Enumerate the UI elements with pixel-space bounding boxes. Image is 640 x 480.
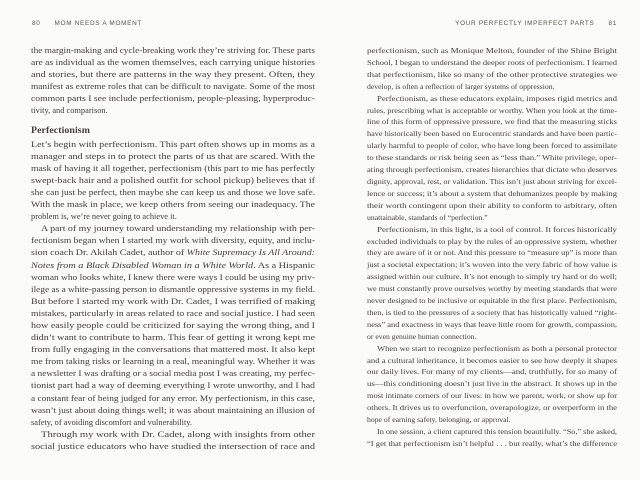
text-line (367, 152, 617, 164)
line-text (31, 308, 315, 320)
line-text (367, 200, 617, 212)
text-segment: rules, prescribing what is acceptable or worthy. When you look at the time- (367, 105, 617, 115)
text-segment: Perfectionism, as these educators explain, imposes rigid metrics and (377, 93, 617, 103)
line-text (367, 105, 617, 117)
line-text (367, 271, 617, 283)
text-segment: problem is, we’re never going to achieve it. (31, 212, 177, 222)
text-line (31, 105, 315, 117)
line-text (367, 414, 511, 426)
line-text (41, 429, 315, 441)
text-line (367, 105, 617, 117)
text-line (367, 140, 617, 152)
line-text (31, 57, 315, 69)
text-segment: they are aware of it or not. And this pressure to “measure up” is more than (367, 248, 617, 258)
line-text (31, 344, 315, 356)
line-text (31, 151, 315, 163)
text-line (367, 247, 617, 259)
line-text (367, 140, 617, 152)
text-segment: are as individual as the women themselves, each carrying unique histories (31, 58, 315, 68)
text-line (367, 81, 617, 93)
text-line (367, 426, 617, 438)
text-line (367, 188, 617, 200)
text-line (31, 69, 315, 81)
text-line (31, 199, 315, 211)
text-line (367, 128, 617, 140)
text-segment: swept-back hair and a polished outfit for school pickup) believes that if (31, 175, 315, 185)
text-segment: mask of having it all together, perfectionism (this part to me has perfectly (31, 163, 315, 173)
text-line (31, 441, 315, 453)
text-segment: woman who looks white, I knew there were ways I could be using my priv- (31, 272, 315, 282)
text-line (31, 393, 315, 405)
line-text (367, 116, 617, 128)
text-line (367, 414, 617, 426)
running-head-right-title: YOUR PERFECTLY IMPERFECT PARTS (455, 20, 595, 27)
text-segment: A part of my journey toward understanding my relationship with per- (41, 224, 315, 234)
text-line (367, 295, 617, 307)
text-segment: she can just be perfect, then maybe she can keep us and those we love safe. (31, 187, 315, 197)
text-line (367, 176, 617, 188)
line-text (31, 380, 315, 392)
line-text (367, 307, 617, 319)
text-segment: tivity, and comparison. (31, 106, 108, 116)
text-segment: mistakes, particularly in areas related to race and social justice. I had seen (31, 308, 315, 318)
text-line (31, 260, 315, 272)
line-text (367, 295, 617, 307)
text-segment: ating through perfectionism, creates hierarchies that dictate who deserves (367, 165, 617, 175)
text-segment: or even genuine human connection. (367, 331, 477, 341)
page-number-left: 80 (32, 20, 41, 27)
text-segment: excluded individuals to play by the rules of an oppressive system, whether (367, 236, 617, 246)
text-segment: from fully engaging in the conversations that mattered most. It also kept (31, 345, 315, 355)
line-text (377, 224, 617, 236)
text-line (367, 390, 617, 402)
text-line (367, 355, 617, 367)
line-text (31, 235, 315, 247)
line-text (367, 402, 617, 414)
line-text (31, 441, 315, 453)
text-line (367, 366, 617, 378)
text-line (31, 45, 315, 57)
line-text (31, 247, 315, 259)
line-text (367, 378, 617, 390)
text-line (31, 332, 315, 344)
text-line (367, 343, 617, 355)
line-text (31, 368, 315, 380)
text-segment: the margin-making and cycle-breaking work they’re striving for. These parts (31, 46, 315, 55)
text-line (367, 307, 617, 319)
text-segment: develop, is often a reflection of larger systems of oppression. (367, 81, 555, 91)
text-segment: wasn’t just about doing things well; it was about maintaining an illusion of (31, 405, 315, 415)
text-segment: just a societal expectation; it’s woven into the very fabric of how value is (367, 260, 617, 270)
text-line (367, 283, 617, 295)
text-line (31, 356, 315, 368)
left-page-text (31, 45, 315, 453)
line-text (367, 259, 617, 271)
line-text (367, 164, 617, 176)
text-segment: hope of earning safety, belonging, or approval. (367, 415, 511, 425)
text-line (31, 235, 315, 247)
italic-text: Notes from a Black Disabled Woman in a White World (31, 260, 254, 270)
text-segment: Through my work with Dr. Cadet, along with insights from other (41, 429, 315, 439)
text-segment: lence or success; it’s about a system that dehumanizes people by making (367, 188, 617, 198)
right-page-text (367, 45, 617, 450)
line-text (367, 188, 617, 200)
line-text (31, 320, 315, 332)
line-text (367, 319, 617, 331)
text-line (31, 81, 315, 93)
line-text (31, 187, 315, 199)
text-line (367, 164, 617, 176)
text-segment: assigned within our culture. It’s not enough to simply try hard or do well; (367, 272, 617, 282)
text-line (367, 319, 617, 331)
line-text (367, 331, 477, 343)
line-text (367, 176, 617, 188)
line-text (31, 405, 315, 417)
text-segment: us—this conditioning doesn’t just live in the abstract. It shows up in the (367, 379, 617, 389)
line-text (31, 45, 315, 57)
text-segment: our daily lives. For many of my clients—and, truthfully, for so many of (367, 367, 617, 377)
text-segment: With the mask in place, we keep others from seeing our inadequacy. The (31, 200, 315, 210)
text-segment: have historically been based on Eurocentric standards and have been partic- (367, 129, 617, 139)
text-line (367, 236, 617, 248)
text-segment: Let’s begin with perfectionism. This part often shows up in moms as a (31, 139, 315, 149)
text-line (367, 69, 617, 81)
text-segment: safety, of avoiding discomfort and vulnerability. (31, 417, 193, 427)
text-line (367, 116, 617, 128)
text-line (31, 368, 315, 380)
text-segment: ilege as a white-passing person to dismantle oppressive systems in my field. (31, 284, 315, 294)
text-segment: common parts I see include perfectionism, people-pleasing, hyperproduc- (31, 94, 315, 104)
line-text (367, 45, 617, 57)
line-text (367, 366, 617, 378)
text-segment: never designed to be inclusive or equitable in the first place. Perfectionism, (367, 296, 617, 306)
text-line (31, 223, 315, 235)
text-line (31, 163, 315, 175)
line-text (377, 343, 617, 355)
line-text (31, 332, 315, 344)
line-text (367, 128, 617, 140)
line-text (367, 390, 617, 402)
text-segment: manager and steps in to protect the parts of us that are scared. With the (31, 151, 315, 161)
text-line (367, 45, 617, 57)
text-line (367, 224, 617, 236)
text-segment: how easily people could be criticized for saying the wrong thing, and I (31, 320, 315, 330)
text-line (367, 378, 617, 390)
line-text (31, 139, 315, 151)
text-line (31, 151, 315, 163)
text-segment: Perfectionism, in this light, is a tool of control. It forces historically (377, 224, 617, 234)
line-text (31, 69, 315, 81)
line-text (367, 236, 617, 248)
line-text (31, 81, 315, 93)
text-segment: tionist part had a way of deeming everything I wrote unworthy, and I had (31, 381, 315, 391)
text-segment: “I get that perfectionism isn’t helpful . . . but really, what’s the difference (367, 438, 617, 448)
line-text (31, 296, 315, 308)
text-line (31, 417, 315, 429)
text-line (31, 405, 315, 417)
running-head-left-title: MOM NEEDS A MOMENT (54, 20, 143, 27)
text-line (367, 57, 617, 69)
text-segment: their worth contingent upon their ability to conform to arbitrary, often (367, 200, 617, 210)
italic-text: White Supremacy Is All Around: (186, 248, 315, 258)
line-text (41, 223, 315, 235)
text-line (31, 175, 315, 187)
text-segment: dignity, approval, rest, or validation. This isn’t just about striving for excel- (367, 176, 617, 186)
line-text (31, 284, 315, 296)
line-text (31, 393, 315, 405)
text-segment: perfectionism, such as Monique Melton, founder of the Shine Bright (367, 46, 617, 55)
line-text (31, 105, 108, 117)
text-segment: we must constantly prove ourselves worthy by meeting standards that were (367, 284, 617, 294)
text-segment: a constant fear of being judged for any error. My perfectionism, in this case, (31, 393, 315, 403)
line-text (367, 438, 617, 450)
text-line (31, 308, 315, 320)
text-line (367, 438, 617, 450)
text-line (31, 187, 315, 199)
line-text (377, 426, 617, 438)
line-text (31, 163, 315, 175)
line-text (31, 272, 315, 284)
line-text (367, 247, 617, 259)
text-line (367, 259, 617, 271)
text-segment: School, I began to understand the deeper roots of perfectionism. I learned (367, 57, 617, 67)
line-text (367, 212, 488, 224)
text-segment: that perfectionism, like so many of the other protective strategies we (367, 69, 617, 79)
line-text (377, 93, 617, 105)
text-line (31, 429, 315, 441)
text-line (367, 93, 617, 105)
text-line (367, 331, 617, 343)
text-line (31, 344, 315, 356)
line-text (367, 283, 617, 295)
line-text (31, 199, 315, 211)
text-segment: to these standards or risk being seen as “less than.” White privilege, oper- (367, 153, 617, 163)
line-text (31, 417, 192, 429)
text-segment: unattainable, standards of “perfection.” (367, 212, 488, 222)
text-line (31, 247, 315, 259)
text-segment: When we start to recognize perfectionism as both a personal protector (377, 343, 617, 353)
text-segment: ness” and exactness in ways that leave little room for growth, compassion, (367, 319, 617, 329)
text-segment: and stories, but there are patterns in the way they present. Often, they (31, 70, 315, 80)
text-segment: and a cultural inheritance, it becomes easier to see how deeply it shapes (367, 355, 617, 365)
text-line (367, 402, 617, 414)
text-segment: sion coach Dr. Akilah Cadet, author of (31, 248, 187, 258)
line-text (367, 81, 555, 93)
line-text (31, 175, 315, 187)
running-head-right (455, 20, 617, 27)
text-line (367, 212, 617, 224)
line-text (31, 260, 315, 272)
text-segment: didn’t want to contribute to harm. This fear of getting it wrong kept me (31, 333, 315, 343)
text-segment: me from taking risks or learning in a real, meaningful way. Whether it was (31, 357, 315, 367)
text-segment: But before I started my work with Dr. Cadet, I was terrified of making (31, 296, 315, 306)
line-text (367, 69, 617, 81)
line-text (367, 152, 617, 164)
line-text (31, 211, 177, 223)
text-segment: . As a Hispanic (253, 260, 315, 270)
section-heading: Perfectionism (31, 124, 90, 136)
text-line (31, 272, 315, 284)
text-segment: ularly harmful to people of color, who have long been forced to assimilate (367, 141, 617, 151)
text-segment: manifest as extreme roles that can be difficult to navigate. Some of the most (31, 82, 315, 92)
text-line (31, 296, 315, 308)
text-line (31, 320, 315, 332)
line-text (31, 356, 315, 368)
text-line (31, 380, 315, 392)
text-segment: most intimate corners of our lives: in how we parent, work, or show up for (367, 391, 617, 401)
text-segment: line of this form of oppressive pressure, we find that the measuring sticks (367, 117, 617, 127)
line-text (367, 57, 617, 69)
text-segment: In one session, a client captured this tension beautifully. “So,” she asked, (377, 427, 617, 436)
text-segment: fectionism began when I started my work with diversity, equity, and inclu- (31, 236, 315, 246)
text-line (31, 211, 315, 223)
text-line (31, 93, 315, 105)
page-number-right: 81 (608, 20, 617, 27)
running-head-left (32, 20, 142, 27)
text-segment: then, is tied to the pressures of a society that has historically valued “right- (367, 307, 617, 317)
text-line (31, 57, 315, 69)
text-segment: others. It drives us to overfunction, overapologize, or overperform in the (367, 403, 617, 413)
text-line (367, 200, 617, 212)
text-line (31, 139, 315, 151)
line-text (367, 355, 617, 367)
line-text (31, 93, 315, 105)
text-line (367, 271, 617, 283)
text-segment: social justice educators who have studied the intersection of race and (31, 441, 315, 451)
text-line (31, 284, 315, 296)
text-segment: a newsletter I was drafting or a social media post I was creating, my perfec- (31, 369, 315, 379)
